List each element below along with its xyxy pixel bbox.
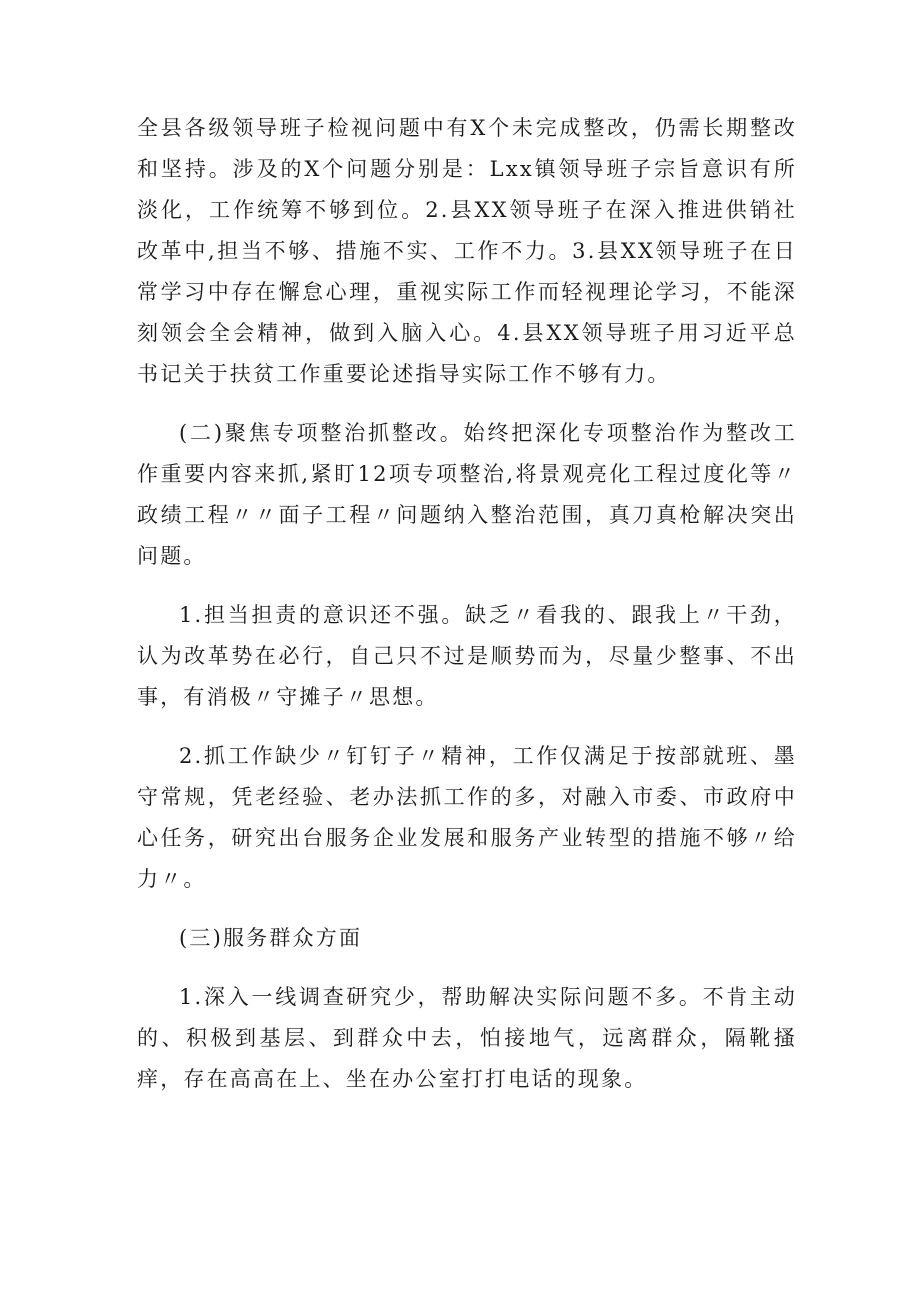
document-body [137,108,797,1100]
paragraph-remaining-issues: 全县各级领导班子检视问题中有X个未完成整改，仍需长期整改和坚持。涉及的X个问题分别是：Lxx镇领导班子宗旨意识有所淡化，工作统筹不够到位。2.县XX领导班子在深入推进供销社改革中,担当不够、措施不实、工作不力。3.县XX领导班子在日常学习中存在懈怠心理，重视实际工作而轻视理论学习，不能深刻领会全会精神，做到入脑入心。4.县XX领导班子用习近平总书记关于扶贫工作重要论述指导实际工作不够有力。 [137,116,797,386]
heading-special-rectification: (二)聚焦专项整治抓整改。始终把深化专项整治作为整改工作重要内容来抓,紧盯12项专项整治,将景观亮化工程过度化等〃政绩工程〃〃面子工程〃问题纳入整治范围，真刀真枪解决突出问题。 [137,421,797,568]
heading-serving-masses: (三)服务群众方面 [179,926,363,950]
paragraph-grassroots-research: 1.深入一线调查研究少，帮助解决实际问题不多。不肯主动的、积极到基层、到群众中去，怕接地气，远离群众，隔靴搔痒，存在高高在上、坐在办公室打打电话的现象。 [137,985,797,1091]
paragraph-responsibility: 1.担当担责的意识还不强。缺乏〃看我的、跟我上〃干劲，认为改革势在必行，自己只不过是顺势而为，尽量少整事、不出事，有消极〃守摊子〃思想。 [137,603,797,709]
paragraph-work-spirit: 2.抓工作缺少〃钉钉子〃精神，工作仅满足于按部就班、墨守常规，凭老经验、老办法抓工作的多，对融入市委、市政府中心任务，研究出台服务企业发展和服务产业转型的措施不够〃给力〃。 [137,744,797,891]
